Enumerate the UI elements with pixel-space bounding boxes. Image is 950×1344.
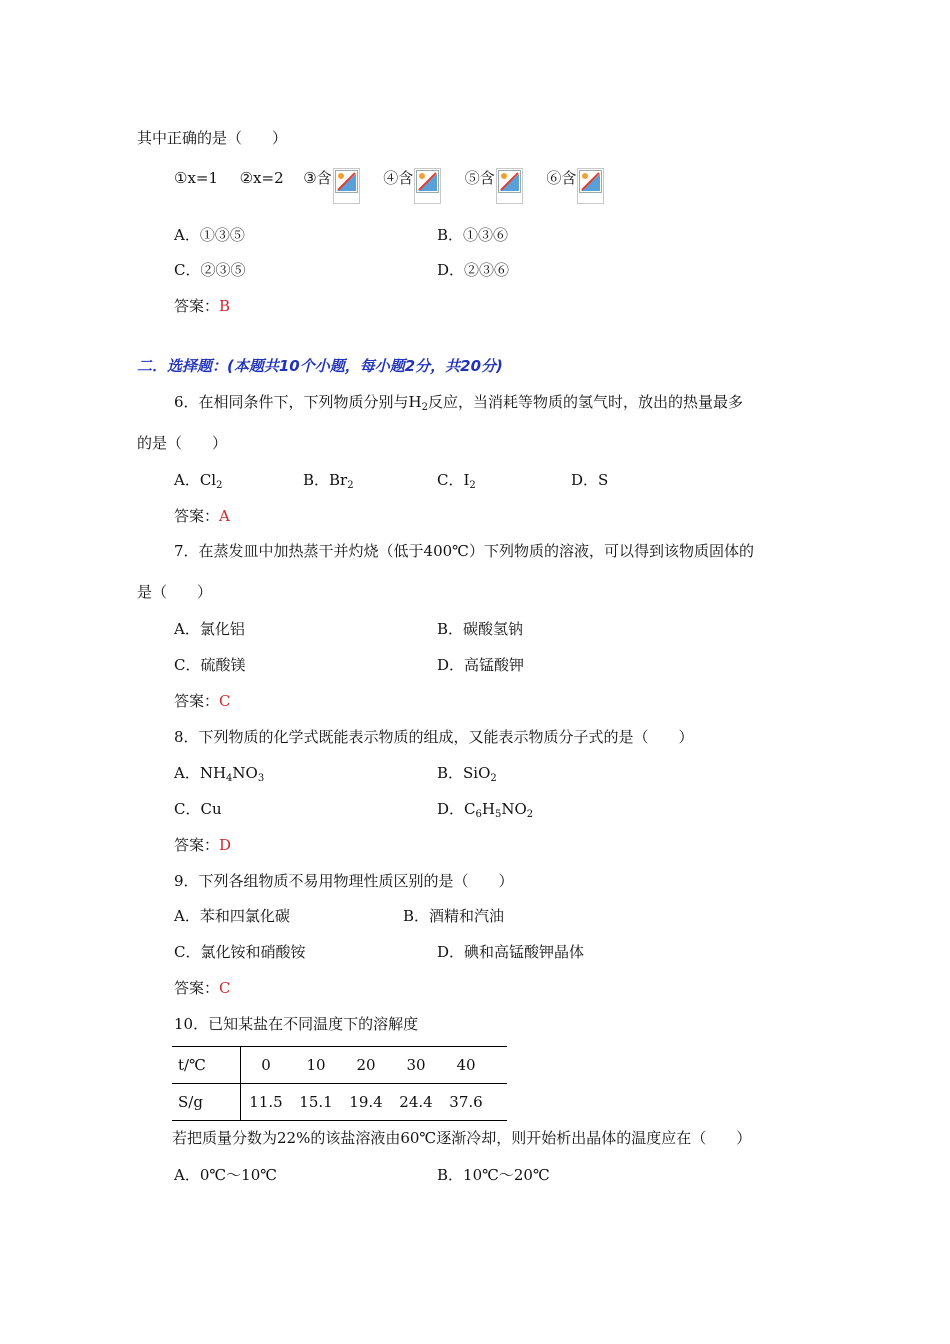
q10-option-b: B．10℃～20℃ bbox=[437, 1166, 550, 1184]
broken-image-icon bbox=[414, 168, 441, 204]
table-cell: 19.4 bbox=[341, 1084, 391, 1121]
q6-answer: 答案：A bbox=[174, 507, 230, 525]
solubility-table bbox=[172, 1046, 507, 1121]
table-cell: 10 bbox=[291, 1047, 341, 1084]
option-a: A．①③⑤ bbox=[174, 226, 245, 244]
q6-option-a: A．$Cl_2$ bbox=[174, 471, 223, 491]
q7-option-c: C．硫酸镁 bbox=[174, 656, 246, 674]
q10-stem: 10．已知某盐在不同温度下的溶解度 bbox=[174, 1015, 419, 1033]
q7-answer: 答案：C bbox=[174, 692, 231, 710]
statement-5: ⑤含 bbox=[464, 169, 495, 187]
q9-option-a: A．苯和四氯化碳 bbox=[174, 907, 290, 925]
q7-option-b: B．碳酸氢钠 bbox=[437, 620, 524, 638]
q9-stem: 9．下列各组物质不易用物理性质区别的是（ ） bbox=[174, 872, 514, 890]
table-row bbox=[172, 1084, 507, 1121]
answer-label: 答案： bbox=[174, 297, 220, 315]
row-header-solubility: S/g bbox=[172, 1084, 241, 1121]
q10-stem-line2: 若把质量分数为22%的该盐溶液由60℃逐渐冷却，则开始析出晶体的温度应在（ ） bbox=[172, 1129, 752, 1147]
statement-list bbox=[174, 168, 604, 204]
q10-option-a: A．0℃～10℃ bbox=[174, 1166, 278, 1184]
q8-option-b: B．SiO$_2$ bbox=[437, 764, 497, 784]
table-cell: 40 bbox=[441, 1047, 491, 1084]
table-cell: 30 bbox=[391, 1047, 441, 1084]
q8-option-c: C．Cu bbox=[174, 800, 222, 818]
statement-1: ①x=1 bbox=[174, 169, 219, 187]
table-cell: 11.5 bbox=[241, 1084, 292, 1121]
q9-answer-value: C bbox=[219, 979, 231, 997]
table-cell: 15.1 bbox=[291, 1084, 341, 1121]
answer-value: B bbox=[219, 297, 231, 315]
q7-option-d: D．高锰酸钾 bbox=[437, 656, 525, 674]
row-header-temperature: t/℃ bbox=[172, 1047, 241, 1084]
option-c: C．②③⑤ bbox=[174, 261, 246, 279]
q9-option-d: D．碘和高锰酸钾晶体 bbox=[437, 943, 585, 961]
q6-stem-line2: 的是（ ） bbox=[137, 434, 228, 452]
section-heading: 二．选择题：(本题共10个小题，每小题2分，共20分) bbox=[137, 357, 503, 375]
q7-stem-line2: 是（ ） bbox=[137, 583, 213, 601]
table-cell: 0 bbox=[241, 1047, 292, 1084]
option-d: D．②③⑥ bbox=[437, 261, 510, 279]
table-cell: 24.4 bbox=[391, 1084, 441, 1121]
table-cell: 37.6 bbox=[441, 1084, 491, 1121]
q9-option-c: C．氯化铵和硝酸铵 bbox=[174, 943, 306, 961]
q6-option-d: D．S bbox=[571, 471, 609, 489]
q6-option-b: B．$Br_2$ bbox=[303, 471, 354, 491]
q8-option-a: A．$NH_4NO_3$ bbox=[174, 764, 265, 784]
q7-answer-value: C bbox=[219, 692, 231, 710]
statement-4: ④含 bbox=[383, 169, 414, 187]
broken-image-icon bbox=[577, 168, 604, 204]
table-row bbox=[172, 1047, 507, 1084]
q6-stem-line1: 6．在相同条件下，下列物质分别与$H_2$反应，当消耗等物质的氢气时，放出的热量最多 bbox=[174, 393, 744, 413]
q8-stem: 8．下列物质的化学式既能表示物质的组成，又能表示物质分子式的是（ ） bbox=[174, 728, 694, 746]
q9-answer: 答案：C bbox=[174, 979, 231, 997]
broken-image-icon bbox=[496, 168, 523, 204]
statement-3: ③含 bbox=[303, 169, 332, 187]
q8-answer: 答案：D bbox=[174, 836, 232, 854]
q8-option-d: D．$C_6H_5NO_2$ bbox=[437, 800, 534, 820]
q9-option-b: B．酒精和汽油 bbox=[403, 907, 505, 925]
q6-option-c: C．$I_2$ bbox=[437, 471, 476, 491]
answer-line bbox=[174, 296, 230, 316]
statement-2: ②x=2 bbox=[239, 169, 284, 187]
q8-answer-value: D bbox=[219, 836, 232, 854]
statement-6: ⑥含 bbox=[546, 169, 577, 187]
broken-image-icon bbox=[333, 168, 360, 204]
q7-option-a: A．氯化铝 bbox=[174, 620, 245, 638]
q7-stem-line1: 7．在蒸发皿中加热蒸干并灼烧（低于400℃）下列物质的溶液，可以得到该物质固体的 bbox=[174, 542, 754, 560]
question-stem: 其中正确的是（ ） bbox=[137, 129, 288, 147]
option-b: B．①③⑥ bbox=[437, 226, 509, 244]
q6-answer-value: A bbox=[219, 507, 230, 525]
table-cell: 20 bbox=[341, 1047, 391, 1084]
